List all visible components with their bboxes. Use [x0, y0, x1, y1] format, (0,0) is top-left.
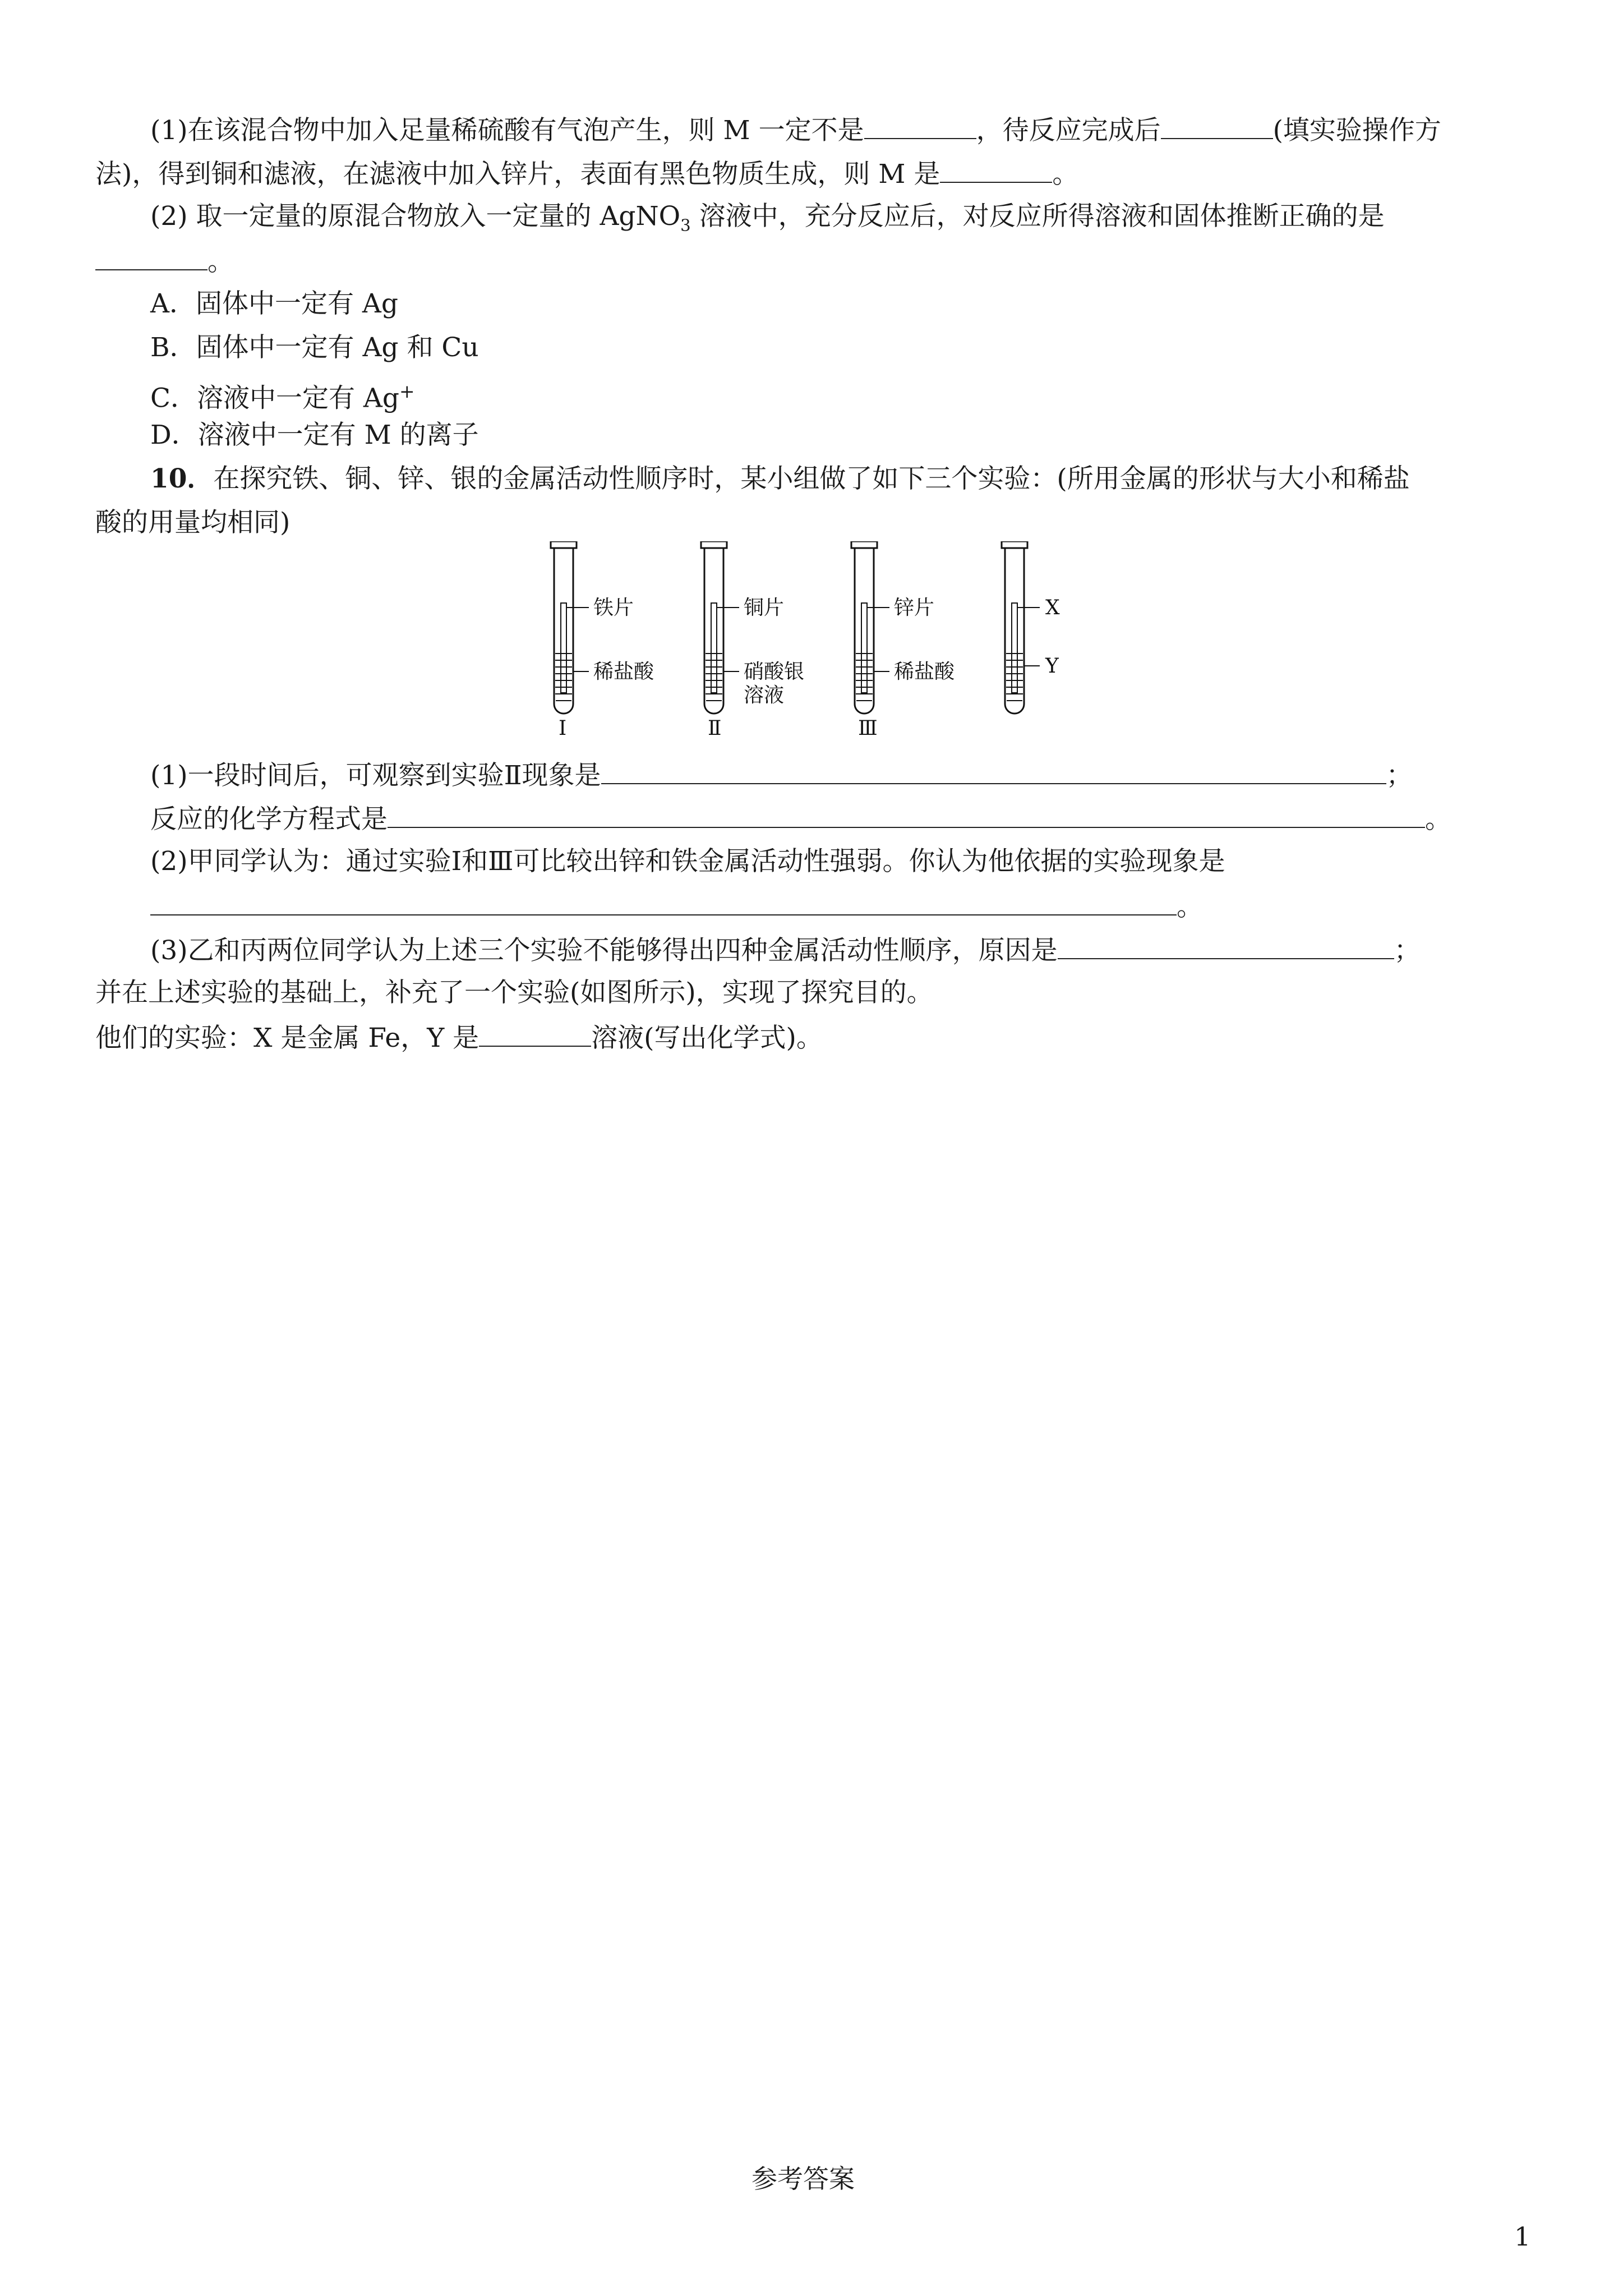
tube-1-liquid	[555, 654, 572, 701]
q9-part1-line2: 法)，得到铜和滤液，在滤液中加入锌片，表面有黑色物质生成，则 M 是 。	[95, 156, 1078, 191]
q9-part1-line1: (1)在该混合物中加入足量稀硫酸有气泡产生，则 M 一定不是 ，待反应完成后 (填实验操作方	[150, 112, 1441, 148]
q10-part2-line2: 。	[150, 889, 1203, 924]
answer-blank[interactable]	[388, 801, 1425, 828]
tube-3-number: Ⅲ	[858, 717, 878, 740]
answer-blank[interactable]	[95, 243, 208, 270]
q10-part3-line1: (3)乙和丙两位同学认为上述三个实验不能够得出四种金属活动性顺序，原因是 ；	[150, 932, 1421, 968]
answer-blank[interactable]	[940, 156, 1052, 183]
tube-3-liquid	[856, 654, 873, 701]
test-tube-figure	[538, 541, 1110, 743]
option-c[interactable]: C．溶液中一定有 Ag+	[150, 380, 415, 414]
q10-intro-line2: 酸的用量均相同)	[95, 507, 291, 538]
q10-part3-line2: 并在上述实验的基础上，补充了一个实验(如图所示)，实现了探究目的。	[95, 977, 933, 1008]
answer-blank[interactable]	[601, 757, 1386, 784]
tube-2-liquid-label-2: 溶液	[744, 684, 785, 707]
answer-blank[interactable]	[864, 112, 976, 139]
tube-3-liquid-label: 稀盐酸	[894, 660, 955, 683]
tube-4-liquid	[1006, 654, 1023, 701]
q9-part2-line1: (2) 取一定量的原混合物放入一定量的 AgNO$_3$ 溶液中，充分反应后，对反应所得溶液和固体推断正确的是	[150, 201, 1385, 235]
answer-blank[interactable]	[479, 1020, 591, 1047]
q10-part1-line2: 反应的化学方程式是 。	[150, 801, 1451, 836]
tube-1-number: Ⅰ	[559, 717, 567, 740]
tube-4-y-label: Y	[1045, 655, 1059, 678]
tube-1-liquid-label: 稀盐酸	[593, 660, 654, 683]
q10-part3-line3: 他们的实验：X 是金属 Fe，Y 是 溶液(写出化学式)。	[95, 1020, 823, 1055]
option-b[interactable]: B．固体中一定有 Ag 和 Cu	[150, 332, 479, 363]
q10-part1-line1: (1)一段时间后，可观察到实验Ⅱ现象是 ；	[150, 757, 1413, 793]
tube-1-metal-label: 铁片	[593, 596, 634, 619]
q9-part2-line2: 。	[95, 243, 234, 279]
option-d[interactable]: D．溶液中一定有 M 的离子	[150, 420, 479, 450]
answer-blank[interactable]	[1058, 932, 1394, 959]
q10-part2-line1: (2)甲同学认为：通过实验Ⅰ和Ⅲ可比较出锌和铁金属活动性强弱。你认为他依据的实验现象是	[150, 846, 1225, 877]
answer-blank[interactable]	[150, 889, 1177, 915]
q10-intro-line1: 10．在探究铁、铜、锌、银的金属活动性顺序时，某小组做了如下三个实验：(所用金属的形状与大小和稀盐	[150, 463, 1410, 494]
tube-3-metal-label: 锌片	[894, 596, 935, 619]
tube-2-liquid	[706, 654, 722, 701]
answer-blank[interactable]	[1161, 112, 1273, 139]
page-number: 1	[1514, 2221, 1531, 2252]
tube-2-metal-label: 铜片	[744, 596, 785, 619]
tube-4-x-label: X	[1045, 596, 1060, 619]
tube-2-number: Ⅱ	[708, 717, 722, 740]
answer-key-heading: 参考答案	[751, 2164, 855, 2194]
tube-2-liquid-label: 硝酸银	[744, 660, 805, 683]
option-a[interactable]: A．固体中一定有 Ag	[150, 288, 398, 319]
